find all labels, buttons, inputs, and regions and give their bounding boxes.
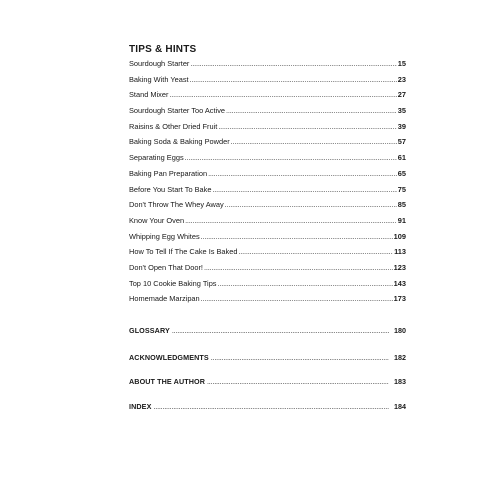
- dot-leader: [218, 276, 393, 292]
- toc-entry-page: 109: [393, 231, 406, 241]
- dot-leader: [201, 229, 393, 245]
- dot-leader: [185, 213, 397, 229]
- dot-leader: [190, 56, 396, 72]
- toc-section-about-the-author[interactable]: [129, 377, 406, 387]
- toc-entry-label: Know Your Oven: [129, 215, 185, 225]
- toc-entry[interactable]: [129, 197, 406, 213]
- toc-entry-label: How To Tell If The Cake Is Baked: [129, 247, 238, 257]
- toc-entry-label: Raisins & Other Dried Fruit: [129, 121, 218, 131]
- toc-section-acknowledgments[interactable]: [129, 353, 406, 363]
- toc-entry[interactable]: [129, 87, 406, 103]
- toc-entry-page: 65: [397, 168, 406, 178]
- dot-leader: [153, 402, 389, 412]
- toc-entry-page: 15: [397, 59, 406, 68]
- toc-entry-page: 75: [397, 184, 406, 194]
- dot-leader: [207, 377, 389, 387]
- dot-leader: [204, 260, 393, 276]
- dot-leader: [211, 353, 389, 363]
- toc-entry-label: Whipping Egg Whites: [129, 231, 200, 241]
- toc-entry-page: 27: [397, 90, 406, 100]
- toc-entry-label: Top 10 Cookie Baking Tips: [129, 278, 217, 288]
- toc-entry-page: 123: [393, 262, 406, 272]
- toc-entry-page: 39: [397, 121, 406, 131]
- toc-entry[interactable]: [129, 119, 406, 135]
- toc-entry-page: 61: [397, 153, 406, 163]
- toc-entry-page: 23: [397, 74, 406, 84]
- dot-leader: [201, 291, 393, 307]
- dot-leader: [225, 197, 397, 213]
- dot-leader: [190, 72, 397, 88]
- toc-entry-label: Separating Eggs: [129, 153, 184, 163]
- dot-leader: [172, 326, 389, 336]
- toc-entry-label: Baking With Yeast: [129, 74, 189, 84]
- toc-entry-label: Homemade Marzipan: [129, 294, 200, 304]
- dot-leader: [185, 150, 397, 166]
- dot-leader: [218, 119, 396, 135]
- toc-entry[interactable]: [129, 134, 406, 150]
- toc-entry-label: Baking Soda & Baking Powder: [129, 137, 230, 147]
- dot-leader: [238, 244, 393, 260]
- toc-entry-label: Sourdough Starter: [129, 59, 190, 68]
- toc-entry-label: Before You Start To Bake: [129, 184, 212, 194]
- toc-section-index[interactable]: [129, 402, 406, 412]
- toc-entry-page: 35: [397, 106, 406, 116]
- toc-entry-page: 143: [393, 278, 406, 288]
- toc-entry[interactable]: [129, 260, 406, 276]
- table-of-contents: [129, 44, 406, 411]
- toc-section-label: GLOSSARY: [129, 326, 170, 335]
- toc-entry[interactable]: [129, 276, 406, 292]
- toc-entry-label: Don't Throw The Whey Away: [129, 200, 224, 210]
- tips-list: [129, 56, 406, 307]
- toc-entry-page: 113: [394, 247, 406, 257]
- dot-leader: [169, 87, 396, 103]
- toc-entry[interactable]: [129, 182, 406, 198]
- dot-leader: [208, 166, 397, 182]
- dot-leader: [231, 134, 397, 150]
- toc-entry-page: 173: [393, 294, 406, 304]
- toc-entry-page: 57: [397, 137, 406, 147]
- toc-entry[interactable]: [129, 213, 406, 229]
- toc-section-page: 180: [394, 326, 406, 335]
- toc-entry[interactable]: [129, 291, 406, 307]
- toc-section-glossary[interactable]: [129, 326, 406, 336]
- toc-entry-label: Don't Open That Door!: [129, 262, 203, 272]
- toc-entry-label: Stand Mixer: [129, 90, 169, 100]
- dot-leader: [212, 182, 396, 198]
- toc-section-page: 183: [394, 377, 406, 386]
- toc-entry[interactable]: [129, 150, 406, 166]
- toc-entry-label: Baking Pan Preparation: [129, 168, 208, 178]
- tips-hints-heading: TIPS & HINTS: [129, 44, 197, 55]
- toc-entry[interactable]: [129, 56, 406, 72]
- toc-entry[interactable]: [129, 229, 406, 245]
- toc-entry[interactable]: [129, 103, 406, 119]
- toc-section-label: INDEX: [129, 402, 152, 411]
- toc-entry-label: Sourdough Starter Too Active: [129, 106, 226, 116]
- toc-entry[interactable]: [129, 244, 406, 260]
- toc-entry[interactable]: [129, 166, 406, 182]
- toc-section-label: ABOUT THE AUTHOR: [129, 377, 205, 386]
- toc-entry[interactable]: [129, 72, 406, 88]
- dot-leader: [226, 103, 397, 119]
- toc-section-page: 182: [394, 353, 406, 362]
- toc-entry-page: 85: [397, 200, 406, 210]
- toc-entry-page: 91: [397, 215, 406, 225]
- toc-section-page: 184: [394, 402, 406, 411]
- toc-section-label: ACKNOWLEDGMENTS: [129, 353, 209, 362]
